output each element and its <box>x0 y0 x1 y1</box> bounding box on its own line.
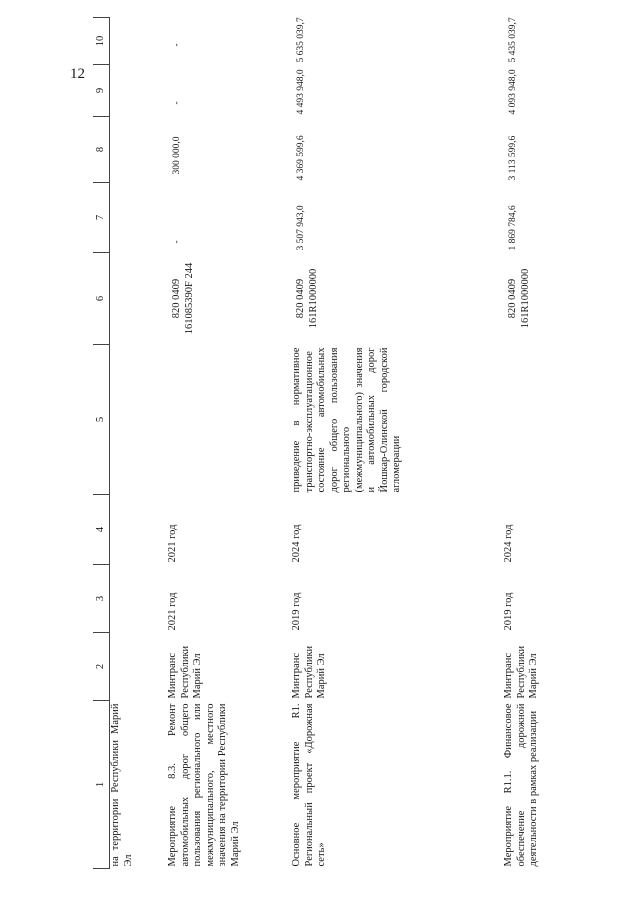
table-row <box>503 17 637 868</box>
amount-cell: 3 113 599,6 <box>508 135 518 181</box>
header-row <box>93 17 110 868</box>
amount-cell: 1 869 784,6 <box>508 205 518 251</box>
page-number: 12 <box>70 66 85 82</box>
amount-cell: 4 093 948,0 <box>508 69 518 115</box>
executor-cell <box>110 633 168 701</box>
start-year-cell: 2019 год <box>503 592 514 631</box>
amount-cell <box>110 117 168 183</box>
result-cell: приведение в нормативное транспортно-эксплуатационное состояние автомобильных дорог общего пользования регионального (межмуниципального) значения и автомобильных дорог Йошкар-Олинской городской агломерации <box>291 347 402 493</box>
end-year-cell: 2024 год <box>503 524 514 563</box>
amount-cell: 5 435 039,7 <box>508 17 518 63</box>
start-year-cell: 2019 год <box>291 592 302 631</box>
activity-name-cell: Основное мероприятие R1. Региональный проект «Дорожная сеть» <box>291 703 327 867</box>
amount-cell: 4 369 599,6 <box>296 135 306 181</box>
amount-cell: - <box>172 240 182 244</box>
column-header: 8 <box>93 117 110 183</box>
activity-name-cell: Мероприятие R1.1. Финансовое обеспечение дорожной деятельности в рамках реализации <box>503 703 539 867</box>
amount-cell: 300 000,0 <box>172 136 182 175</box>
column-header: 10 <box>93 17 110 64</box>
column-header: 3 <box>93 565 110 633</box>
activity-name-cell: на территории Республики Марий Эл <box>110 703 134 867</box>
table-row <box>167 17 291 868</box>
start-year-cell: 2021 год <box>167 592 178 631</box>
end-year-cell <box>110 495 168 565</box>
result-cell <box>503 345 637 495</box>
end-year-cell: 2024 год <box>291 524 302 563</box>
amount-cell: 5 635 039,7 <box>296 17 306 63</box>
executor-cell: Минтранс Республики Марий Эл <box>167 645 203 699</box>
column-header: 5 <box>93 345 110 495</box>
column-header: 7 <box>93 183 110 253</box>
table-row <box>291 17 503 868</box>
executor-cell: Минтранс Республики Марий Эл <box>503 645 539 699</box>
column-header: 1 <box>93 701 110 869</box>
executor-cell: Минтранс Республики Марий Эл <box>291 645 327 699</box>
column-header: 4 <box>93 495 110 565</box>
amount-cell: - <box>172 43 182 47</box>
column-header: 9 <box>93 65 110 117</box>
amount-cell <box>110 17 168 64</box>
amount-cell: 3 507 943,0 <box>296 205 306 251</box>
result-cell <box>110 345 168 495</box>
budget-code-cell: 820 0409 161R1000000 <box>507 268 531 329</box>
activity-name-cell: Мероприятие 8.3. Ремонт автомобильных дорог общего пользования регионального или межмуниципального, местного значения на территории Республики Марий Эл <box>167 703 241 867</box>
result-cell <box>167 345 291 495</box>
budget-code-cell: 820 0409 161085390F 244 <box>171 262 195 335</box>
amount-cell: 4 493 948,0 <box>296 69 306 115</box>
activities-table <box>93 17 637 869</box>
amount-cell <box>110 183 168 253</box>
budget-code-cell <box>110 253 168 345</box>
column-header: 6 <box>93 253 110 345</box>
end-year-cell: 2021 год <box>167 524 178 563</box>
column-header: 2 <box>93 633 110 701</box>
amount-cell <box>110 65 168 117</box>
start-year-cell <box>110 565 168 633</box>
budget-code-cell: 820 0409 161R1000000 <box>295 268 319 329</box>
amount-cell: - <box>172 101 182 105</box>
table-row <box>110 17 168 868</box>
